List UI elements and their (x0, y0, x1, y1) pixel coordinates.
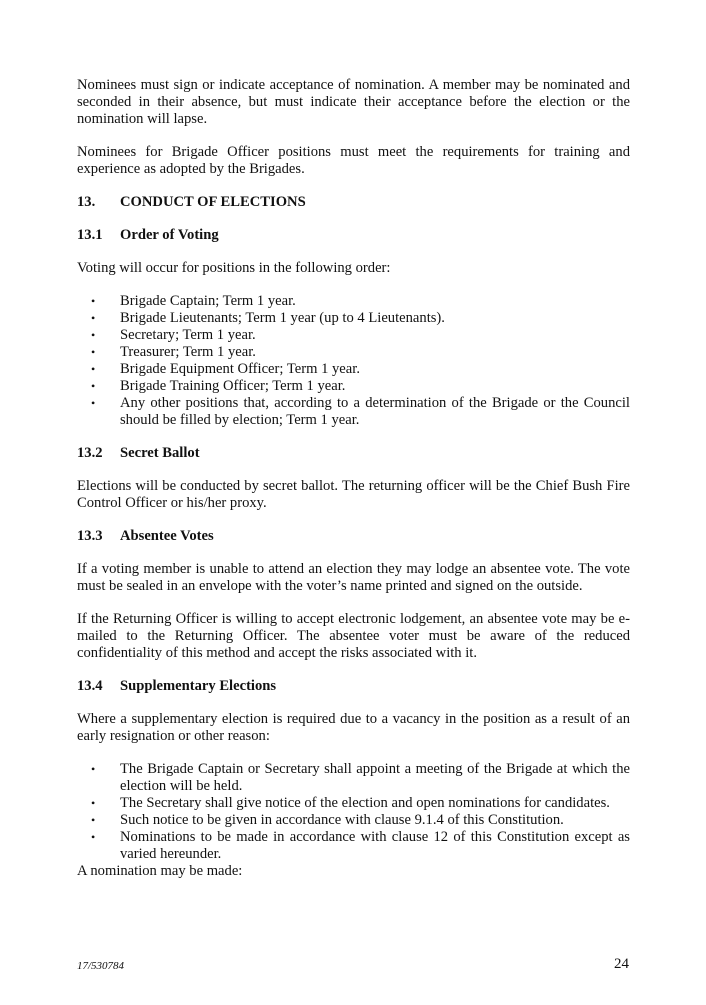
bullet-icon: • (91, 396, 96, 410)
absentee-votes-text-1: If a voting member is unable to attend an election they may lodge an absentee vote. The vote must be sealed in an envelope with the voter’s name printed and signed on the outside. (77, 561, 630, 594)
document-reference: 17/530784 (77, 960, 125, 972)
bullet-icon: • (91, 362, 96, 376)
list-item: • Brigade Training Officer; Term 1 year. (77, 378, 630, 395)
list-item: • Secretary; Term 1 year. (77, 327, 630, 344)
bullet-icon: • (91, 345, 96, 359)
list-item: • Treasurer; Term 1 year. (77, 344, 630, 361)
section-13-2-heading (77, 445, 630, 462)
list-item: • Nominations to be made in accordance with clause 12 of this Constitution except as varied hereunder. (77, 829, 630, 863)
voting-order-list (77, 293, 630, 429)
list-item: • The Brigade Captain or Secretary shall appoint a meeting of the Brigade at which the election will be held. (77, 761, 630, 795)
document-page (77, 77, 630, 880)
supplementary-elections-intro: Where a supplementary election is required due to a vacancy in the position as a result of an early resignation or other reason: (77, 711, 630, 744)
section-13-number: 13. (77, 194, 96, 210)
section-13-3-heading (77, 528, 630, 545)
bullet-icon: • (91, 379, 96, 393)
list-item: • Brigade Equipment Officer; Term 1 year. (77, 361, 630, 378)
list-item: • The Secretary shall give notice of the election and open nominations for candidates. (77, 795, 630, 812)
supplementary-elections-list (77, 761, 630, 863)
list-item: • Any other positions that, according to a determination of the Brigade or the Council should be filled by election; Term 1 year. (77, 395, 630, 429)
bullet-icon: • (91, 796, 96, 810)
section-13-title: CONDUCT OF ELECTIONS (120, 194, 306, 210)
section-13-1-heading (77, 227, 630, 244)
bullet-icon: • (91, 762, 96, 776)
list-item: • Brigade Lieutenants; Term 1 year (up to 4 Lieutenants). (77, 310, 630, 327)
page-number: 24 (614, 956, 629, 972)
section-13-4-title: Supplementary Elections (120, 678, 277, 694)
secret-ballot-text: Elections will be conducted by secret ballot. The returning officer will be the Chief Bush Fire Control Officer or his/her proxy. (77, 478, 630, 511)
bullet-icon: • (91, 294, 96, 308)
bullet-icon: • (91, 328, 96, 342)
section-13-3-number: 13.3 (77, 528, 103, 544)
section-13-2-title: Secret Ballot (120, 445, 200, 461)
list-item: • Brigade Captain; Term 1 year. (77, 293, 630, 310)
paragraph-nominee-acceptance: Nominees must sign or indicate acceptance of nomination. A member may be nominated and seconded in their absence, but must indicate their acceptance before the election or the nomination will lapse. (77, 77, 630, 127)
bullet-icon: • (91, 813, 96, 827)
section-13-1-number: 13.1 (77, 227, 103, 243)
bullet-icon: • (91, 830, 96, 844)
section-13-1-title: Order of Voting (120, 227, 219, 243)
section-13-2-number: 13.2 (77, 445, 103, 461)
order-of-voting-intro: Voting will occur for positions in the following order: (77, 260, 391, 276)
section-13-4-heading (77, 678, 630, 695)
section-13-3-title: Absentee Votes (120, 528, 214, 544)
section-13-4-number: 13.4 (77, 678, 103, 694)
paragraph-officer-requirements: Nominees for Brigade Officer positions must meet the requirements for training and experience as adopted by the Brigades. (77, 144, 630, 177)
nomination-outro: A nomination may be made: (77, 863, 243, 879)
absentee-votes-text-2: If the Returning Officer is willing to accept electronic lodgement, an absentee vote may be e-mailed to the Returning Officer. The absentee voter must be aware of the reduced confidentiality of this method and accept the risks associated with it. (77, 611, 630, 661)
bullet-icon: • (91, 311, 96, 325)
section-13-heading (77, 194, 630, 211)
list-item: • Such notice to be given in accordance with clause 9.1.4 of this Constitution. (77, 812, 630, 829)
